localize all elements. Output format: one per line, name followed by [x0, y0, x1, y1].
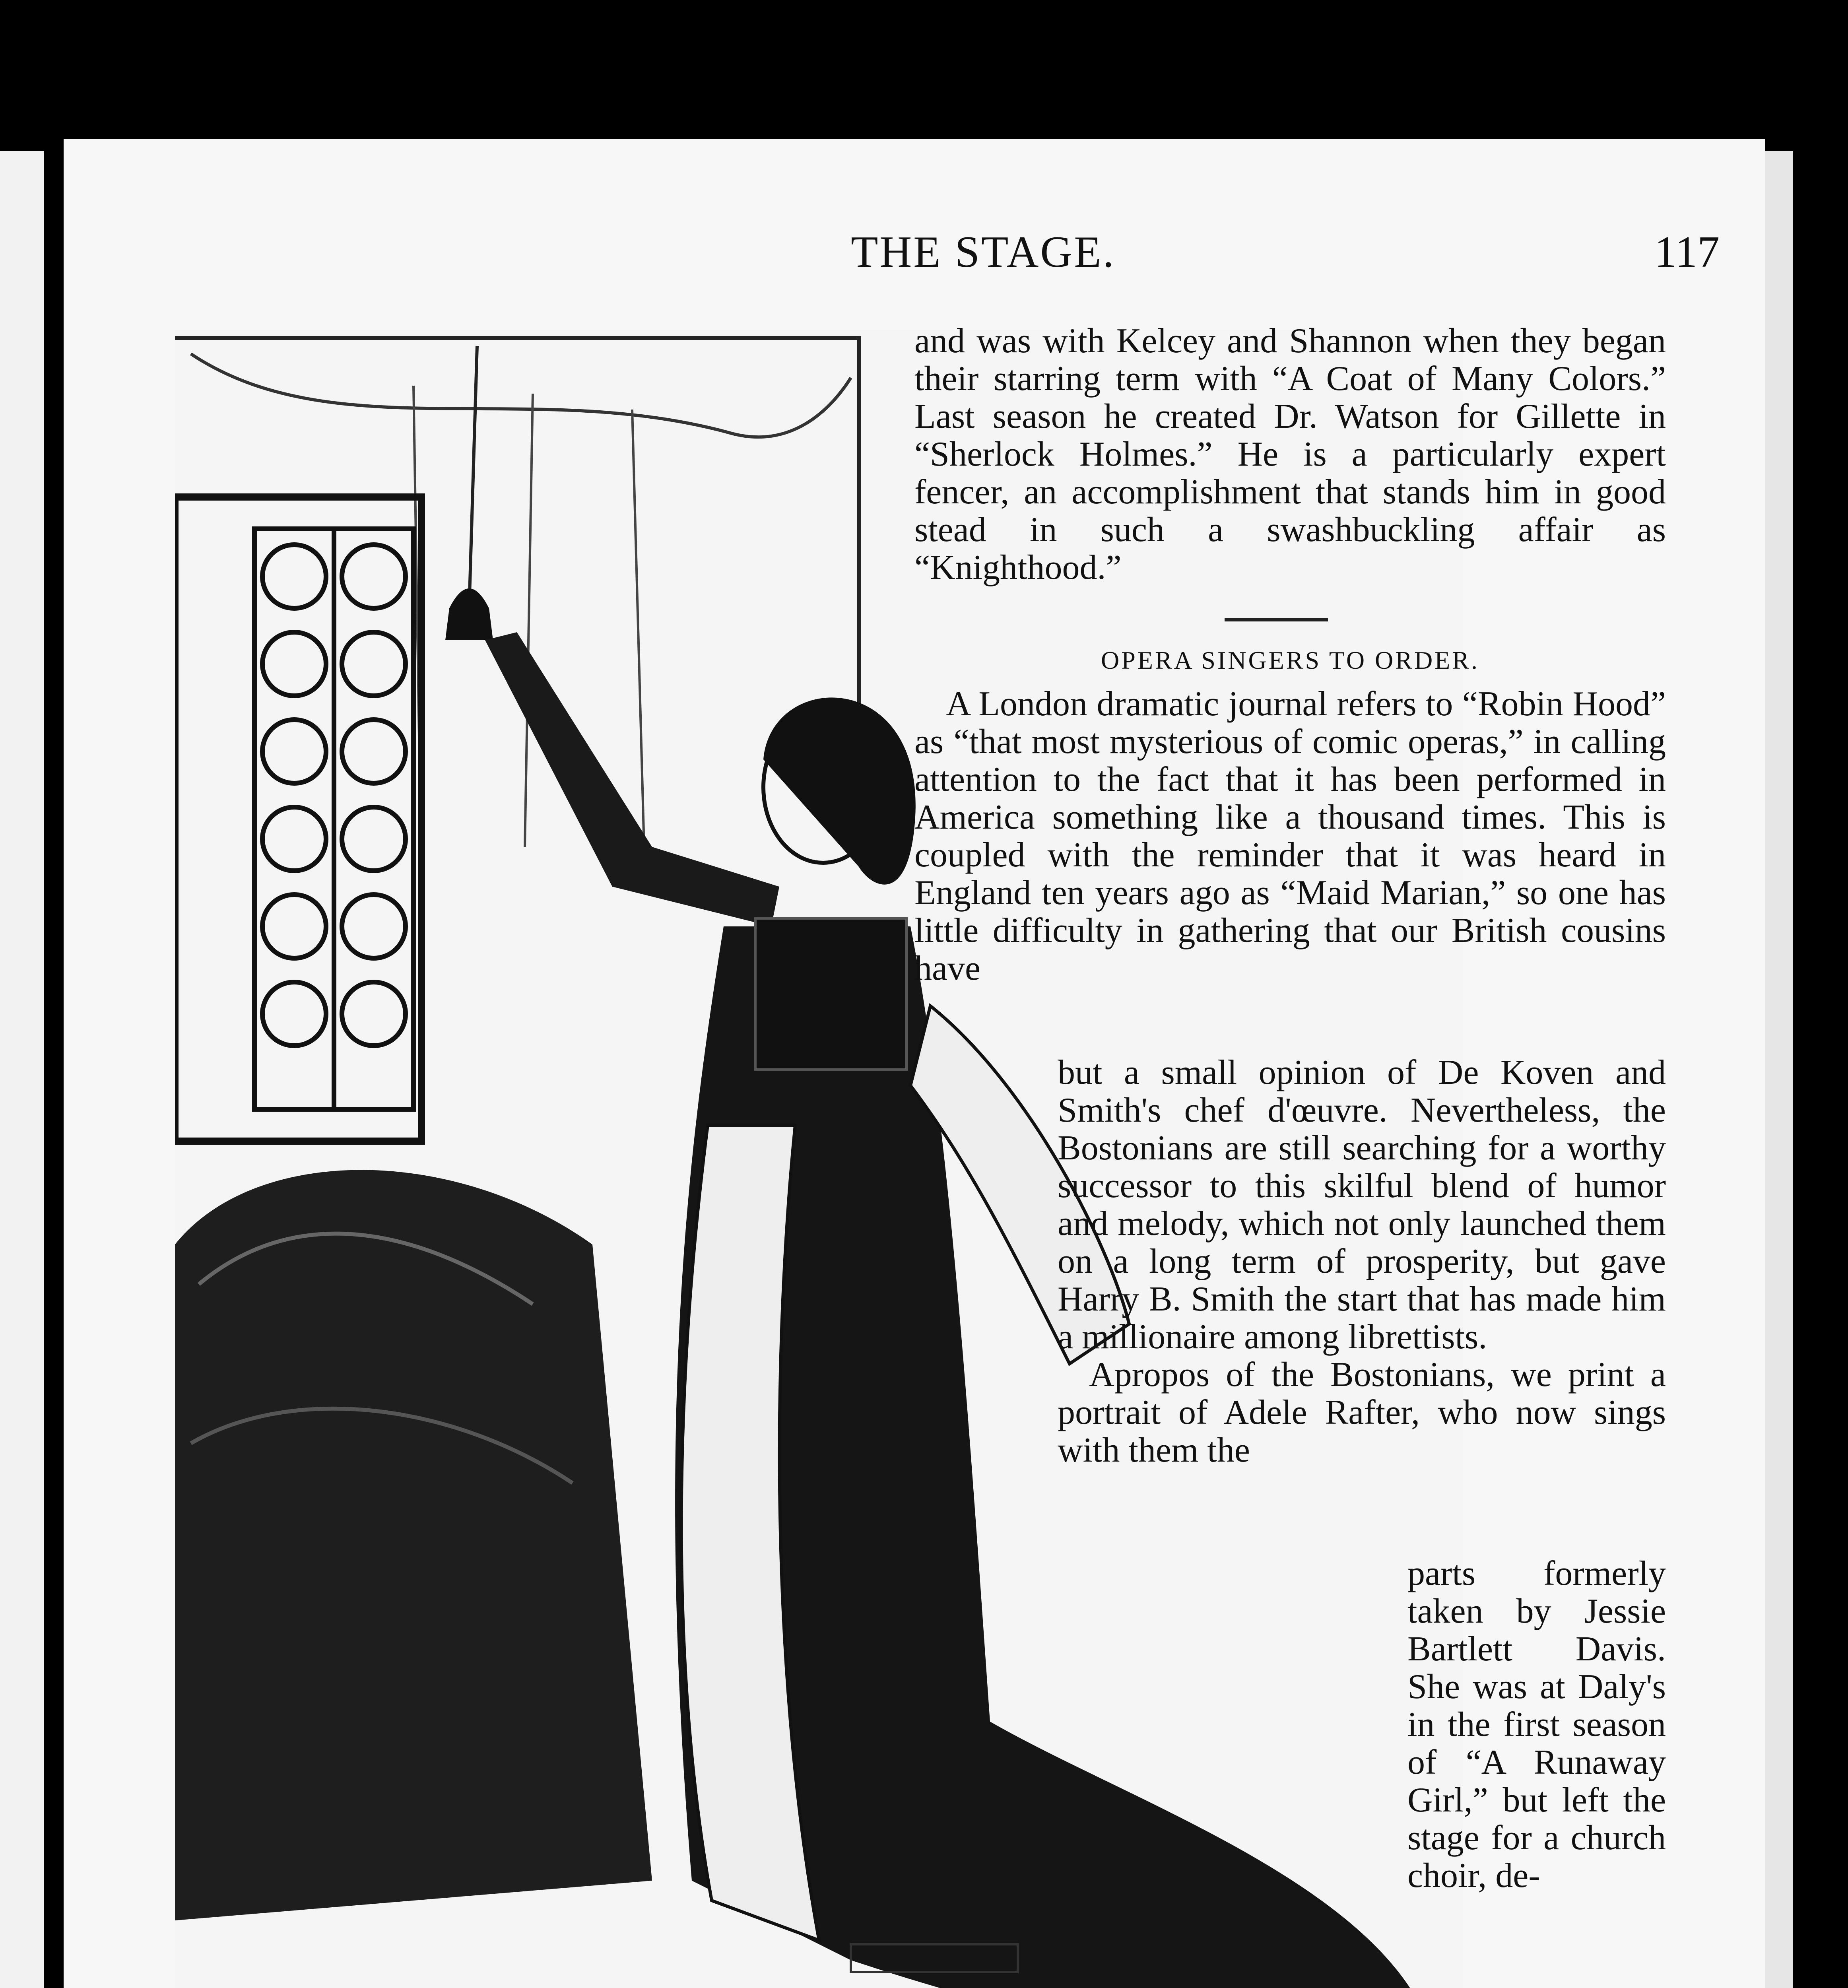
page-right-edge	[1765, 151, 1793, 1988]
running-head: THE STAGE.	[851, 227, 1116, 277]
paragraph: and was with Kelcey and Shannon when they began their starring term with “A Coat of Many Colors.” Last season he created Dr. Watson for Gillette in “Sherlock Holmes.” He is a particularly expert fencer, an accomplishment that stands him in good stead in such a swashbuckling affair as “Knighthood.”	[914, 322, 1666, 587]
paragraph: Apropos of the Bostonians, we print a portrait of Adele Rafter, who now sings with them the	[1058, 1355, 1666, 1470]
section-divider	[1225, 618, 1328, 621]
page-number: 117	[1654, 227, 1720, 277]
paragraph: A London dramatic journal refers to “Robin Hood” as “that most mysterious of comic operas,” in calling attention to the fact that it has been performed in America something like a thousand times. This is coupled with the reminder that it was heard in England ten years ago as “Maid Marian,” so one has little difficulty in gathering that our British cousins have	[914, 685, 1666, 988]
section-heading: OPERA SINGERS TO ORDER.	[1101, 646, 1479, 674]
column-right-narrow	[1407, 1555, 1666, 1895]
paragraph: parts formerly taken by Jessie Bartlett Davis. She was at Daly's in the first season of “A Runaway Girl,” but left the stage for a church choir, de-	[1407, 1554, 1666, 1895]
facing-page-edge	[0, 151, 44, 1988]
column-right-top	[914, 322, 1666, 987]
column-right-wrap	[1058, 1054, 1666, 1469]
magazine-page	[64, 139, 1765, 1988]
paragraph: but a small opinion of De Koven and Smith's chef d'œuvre. Nevertheless, the Bostonians are still searching for a worthy successor to this skilful blend of humor and melody, which not only launched them on a long term of prosperity, but gave Harry B. Smith the start that has made him a millionaire among librettists.	[1058, 1053, 1666, 1356]
